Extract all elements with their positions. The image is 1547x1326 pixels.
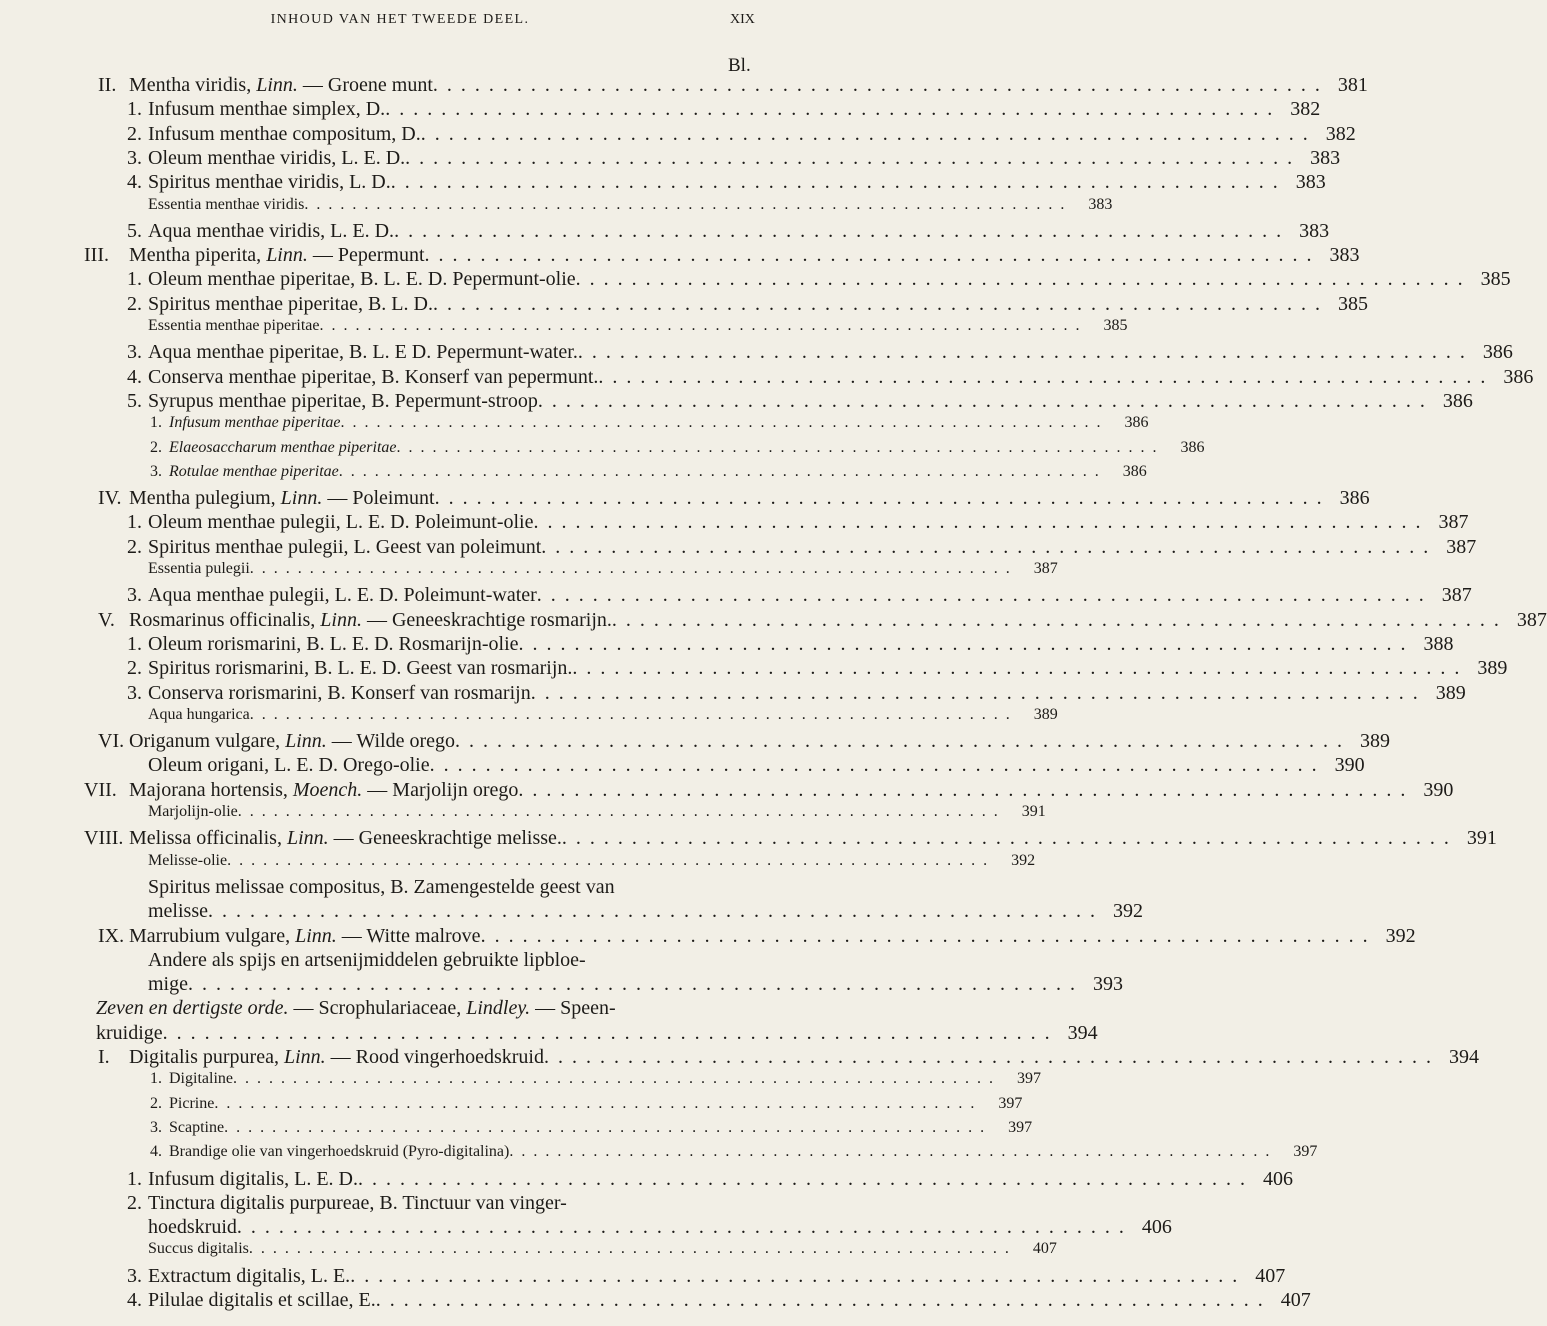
toc-entry-page: 389 — [1360, 730, 1391, 753]
toc-entry-title: Melissa officinalis, Linn. — Geneeskrachtige melisse. — [129, 827, 562, 850]
toc-entry-number: 1. — [127, 511, 142, 534]
leader-dots — [397, 439, 1159, 457]
header-page-number: XIX — [730, 12, 755, 27]
toc-entry — [84, 778, 1454, 804]
leader-dots — [541, 536, 1430, 559]
toc-entry-page: 397 — [1008, 1118, 1033, 1136]
toc-entry-page: 388 — [1423, 632, 1454, 655]
leader-dots — [224, 1119, 986, 1137]
leader-dots — [598, 366, 1487, 389]
toc-entry-title: Origanum vulgare, Linn. — Wilde orego — [129, 730, 456, 753]
toc-entry-number: 3. — [127, 341, 142, 364]
toc-entry — [127, 219, 1330, 245]
toc-entry — [127, 292, 1368, 318]
toc-entry-title: Oleum menthae piperitae, B. L. E. D. Pepermunt-olie — [148, 268, 576, 291]
toc-entry-page: 383 — [1088, 195, 1113, 213]
leader-dots — [612, 609, 1501, 632]
toc-entry-number: V. — [98, 608, 115, 631]
toc-entry — [127, 1289, 1311, 1314]
header-title: INHOUD VAN HET TWEEDE DEEL. — [270, 12, 530, 27]
toc-entry-number: 2. — [127, 535, 142, 558]
toc-entry-number: IV. — [98, 487, 122, 510]
toc-entry-page: 389 — [1033, 705, 1058, 723]
toc-entry-page: 383 — [1310, 146, 1341, 169]
toc-entry-number: 4. — [150, 1143, 162, 1161]
toc-entry — [148, 973, 1123, 998]
toc-entry — [127, 511, 1469, 536]
toc-entry-number: 2. — [127, 122, 142, 145]
toc-entry-title: Oleum origani, L. E. D. Orego-olie — [148, 754, 430, 777]
leader-dots — [319, 317, 1081, 335]
toc-entry-title: Elaeosaccharum menthae piperitae — [169, 438, 397, 456]
toc-entry-page: 386 — [1339, 487, 1370, 510]
toc-entry — [127, 146, 1341, 172]
toc-entry-title: Aqua menthae pulegii, L. E. D. Poleimunt-water — [148, 584, 537, 607]
leader-dots — [208, 900, 1097, 923]
toc-entry-page: 382 — [1325, 122, 1356, 145]
toc-entry-number: 3. — [150, 462, 162, 480]
toc-entry-number: I. — [98, 1046, 110, 1068]
toc-entry-number: 1. — [127, 268, 142, 291]
toc-entry-title: Aqua menthae piperitae, B. L. E D. Pepermunt-water. — [148, 341, 578, 364]
toc-entry-number: 1. — [127, 1167, 142, 1190]
toc-entry-number: 3. — [150, 1118, 162, 1136]
toc-entry-title: Mentha pulegium, Linn. — Poleimunt — [129, 487, 435, 510]
toc-entry — [127, 341, 1513, 366]
toc-entry-page: 406 — [1141, 1216, 1172, 1239]
toc-entry-page: 392 — [1385, 924, 1416, 947]
toc-entry-title: Rotulae menthae piperitae — [169, 462, 339, 480]
leader-dots — [227, 852, 989, 870]
leader-dots — [358, 1168, 1247, 1191]
toc-entry — [148, 754, 1365, 779]
leader-dots — [341, 414, 1103, 432]
running-header — [0, 10, 800, 36]
toc-entry — [127, 657, 1508, 682]
toc-entry-page: 390 — [1334, 754, 1365, 777]
leader-dots — [249, 1240, 1011, 1258]
toc-entry-number: 5. — [127, 389, 142, 412]
toc-entry-title: Spiritus menthae viridis, L. D. — [148, 171, 391, 194]
toc-entry-page: 382 — [1290, 98, 1321, 121]
toc-entry — [98, 608, 1547, 634]
toc-entry-title: Conserva rorismarini, B. Konserf van rosmarijn — [148, 681, 531, 704]
toc-entry-page: 386 — [1482, 341, 1513, 364]
toc-entry — [127, 98, 1321, 123]
toc-entry — [98, 730, 1391, 755]
toc-entry-page: 381 — [1337, 74, 1368, 96]
toc-entry-number: 2. — [127, 292, 142, 315]
leader-dots — [425, 244, 1314, 267]
toc-entry — [98, 74, 1368, 99]
toc-entry — [127, 389, 1473, 415]
leader-dots — [430, 754, 1319, 777]
toc-entry-page: 386 — [1122, 462, 1147, 480]
toc-entry-number: 2. — [127, 657, 142, 680]
toc-entry-page: 391 — [1021, 803, 1046, 820]
toc-entry-title: Extractum digitalis, L. E. — [148, 1264, 351, 1287]
leader-dots — [562, 827, 1451, 850]
toc-entry-title: Aqua hungarica — [148, 705, 250, 723]
column-label-bladzijde: Bl. — [728, 55, 751, 76]
toc-entry-title: Pilulae digitalis et scillae, E. — [148, 1289, 376, 1311]
toc-entry-title: Infusum digitalis, L. E. D. — [148, 1167, 358, 1190]
toc-entry-number: 3. — [127, 584, 142, 607]
toc-entry-page: 392 — [1113, 900, 1143, 923]
toc-entry-number: 3. — [127, 146, 142, 169]
toc-entry — [150, 1118, 1033, 1144]
toc-entry-title: Digitaline — [169, 1070, 233, 1088]
toc-entry-page: 392 — [1011, 851, 1036, 869]
toc-entry-title: Essentia menthae viridis — [148, 195, 305, 213]
toc-entry — [150, 1143, 1318, 1168]
toc-entry — [127, 1192, 760, 1217]
toc-entry-title: Majorana hortensis, Moench. — Marjolijn orego — [129, 778, 519, 801]
toc-entry — [150, 414, 1149, 439]
toc-entry-page: 387 — [1441, 584, 1472, 607]
leader-dots — [435, 487, 1324, 510]
toc-entry-number: 1. — [127, 632, 142, 655]
leader-dots — [538, 390, 1427, 413]
leader-dots — [391, 171, 1280, 194]
toc-entry-page: 393 — [1093, 973, 1123, 996]
toc-entry — [148, 900, 1143, 925]
toc-entry-number: 1. — [150, 414, 162, 432]
toc-entry-page: 394 — [1067, 1021, 1098, 1044]
leader-dots — [237, 1216, 1126, 1239]
toc-entry — [150, 438, 1205, 464]
toc-entry-title: Essentia menthae piperitae — [148, 317, 320, 334]
toc-entry-title: Aqua menthae viridis, L. E. D. — [148, 219, 395, 242]
toc-entry-page: 386 — [1180, 438, 1205, 456]
leader-dots — [163, 1022, 1052, 1045]
toc-entry-title: Digitalis purpurea, Linn. — Rood vingerhoedskruid — [129, 1046, 544, 1068]
toc-entry-title: Oleum rorismarini, B. L. E. D. Rosmarijn-olie — [148, 632, 519, 655]
toc-entry — [98, 1046, 1479, 1071]
leader-dots — [250, 560, 1012, 578]
toc-entry-title: Infusum menthae compositum, D. — [148, 122, 421, 145]
leader-dots — [233, 1070, 995, 1088]
toc-entry — [127, 171, 1326, 196]
toc-entry — [127, 268, 1511, 293]
toc-entry-title: Oleum menthae viridis, L. E. D. — [148, 146, 406, 169]
toc-entry-page: 386 — [1503, 365, 1534, 388]
toc-entry-page: 385 — [1480, 268, 1511, 291]
toc-entry-page: 407 — [1280, 1289, 1311, 1311]
toc-entry-title: Scaptine — [169, 1118, 225, 1136]
toc-entry — [96, 1021, 1098, 1047]
toc-entry-title: Brandige olie van vingerhoedskruid (Pyro-digitalina) — [169, 1143, 510, 1161]
toc-entry — [98, 924, 1416, 950]
toc-entry-number: 2. — [127, 1191, 142, 1214]
toc-entry-number: 4. — [127, 171, 142, 194]
toc-entry — [127, 365, 1534, 391]
toc-entry — [127, 1167, 1293, 1193]
leader-dots — [350, 1265, 1239, 1288]
leader-dots — [339, 463, 1101, 481]
toc-entry-title: Syrupus menthae piperitae, B. Pepermunt-stroop — [148, 389, 538, 412]
toc-entry-page: 387 — [1516, 608, 1547, 631]
toc-entry-title: hoedskruid — [148, 1216, 237, 1239]
toc-entry-number: 1. — [150, 1070, 162, 1088]
toc-entry-page: 387 — [1446, 535, 1477, 558]
toc-entry — [127, 122, 1356, 148]
toc-entry-number: 3. — [127, 681, 142, 704]
leader-dots — [576, 268, 1465, 291]
toc-entry — [148, 560, 1058, 585]
leader-dots — [533, 511, 1422, 534]
toc-entry — [148, 1216, 1172, 1241]
toc-entry-number: 1. — [127, 98, 142, 121]
toc-entry-page: 385 — [1103, 317, 1128, 334]
toc-entry-page: 394 — [1448, 1046, 1479, 1068]
toc-entry-title: Mentha viridis, Linn. — Groene munt — [129, 74, 433, 96]
toc-entry-number: 2. — [150, 1094, 162, 1112]
leader-dots — [421, 123, 1310, 146]
toc-entry-title: Tinctura digitalis purpureae, B. Tinctuur van vinger- — [148, 1191, 567, 1214]
toc-entry-number: VI. — [98, 730, 125, 753]
toc-entry — [148, 851, 1036, 877]
toc-entry-title: Zeven en dertigste orde. — Scrophulariaceae, Lindley. — Speen- — [96, 997, 616, 1020]
toc-entry-page: 407 — [1032, 1240, 1057, 1258]
toc-entry-page: 397 — [1016, 1070, 1041, 1088]
toc-entry-title: Melisse-olie — [148, 851, 228, 869]
toc-entry — [84, 244, 1360, 269]
leader-dots — [578, 341, 1467, 364]
toc-entry — [127, 681, 1466, 707]
leader-dots — [238, 803, 1000, 821]
leader-dots — [385, 98, 1274, 121]
toc-entry-page: 390 — [1423, 778, 1454, 801]
leader-dots — [188, 973, 1077, 996]
toc-entry-page: 387 — [1438, 511, 1469, 534]
toc-entry-number: 3. — [127, 1264, 142, 1287]
toc-entry-page: 387 — [1033, 560, 1058, 577]
toc-entry-number: 4. — [127, 1289, 142, 1311]
toc-entry-title: Spiritus rorismarini, B. L. E. D. Geest van rosmarijn. — [148, 657, 573, 680]
toc-entry-page: 385 — [1337, 292, 1368, 315]
toc-entry-title: Spiritus menthae pulegii, L. Geest van poleimunt — [148, 535, 542, 558]
toc-entry — [150, 1070, 1041, 1095]
toc-entry-number: 2. — [150, 438, 162, 456]
toc-entry-number: VII. — [84, 778, 117, 801]
toc-entry-title: Spiritus menthae piperitae, B. L. D. — [148, 292, 433, 315]
leader-dots — [214, 1095, 976, 1113]
leader-dots — [433, 293, 1322, 316]
leader-dots — [544, 1046, 1433, 1069]
leader-dots — [455, 730, 1344, 753]
toc-entry-page: 407 — [1255, 1264, 1286, 1287]
toc-entry — [127, 632, 1454, 658]
leader-dots — [304, 196, 1066, 214]
toc-entry-number: 4. — [127, 365, 142, 388]
toc-entry-title: Succus digitalis — [148, 1240, 249, 1258]
toc-entry-title: Picrine — [169, 1094, 215, 1112]
leader-dots — [531, 682, 1420, 705]
toc-entry-title: Oleum menthae pulegii, L. E. D. Poleimunt-olie — [148, 511, 534, 534]
toc-entry — [127, 535, 1477, 561]
toc-entry-title: Spiritus melissae compositus, B. Zamengestelde geest van — [148, 875, 615, 898]
toc-entry — [148, 1240, 1057, 1265]
toc-entry-page: 389 — [1477, 657, 1508, 680]
toc-entry-page: 383 — [1295, 171, 1326, 194]
leader-dots — [394, 220, 1283, 243]
toc-entry — [148, 876, 760, 901]
toc-entry-title: Marjolijn-olie — [148, 803, 238, 820]
toc-entry-title: Mentha piperita, Linn. — Pepermunt — [129, 244, 425, 267]
toc-entry — [127, 1264, 1286, 1290]
toc-entry-number: IX. — [98, 924, 125, 947]
toc-entry-number: II. — [98, 74, 117, 96]
toc-entry-page: 397 — [1293, 1143, 1318, 1161]
toc-entry-title: Andere als spijs en artsenijmiddelen gebruikte lipbloe- — [148, 948, 586, 971]
toc-entry — [150, 462, 1147, 488]
leader-dots — [250, 706, 1012, 724]
leader-dots — [572, 657, 1461, 680]
toc-entry-title: Marrubium vulgare, Linn. — Witte malrove — [129, 924, 481, 947]
toc-entry-title: Infusum menthae simplex, D. — [148, 98, 386, 121]
leader-dots — [376, 1289, 1265, 1312]
toc-entry — [148, 195, 1113, 221]
toc-entry-number: III. — [84, 244, 109, 267]
toc-entry-title: Conserva menthae piperitae, B. Konserf van pepermunt. — [148, 365, 599, 388]
leader-dots — [405, 147, 1294, 170]
toc-entry-title: Essentia pulegii — [148, 560, 250, 577]
toc-entry — [96, 997, 760, 1022]
toc-entry-number: 5. — [127, 219, 142, 242]
toc-entry-page: 391 — [1466, 827, 1497, 850]
toc-entry-page: 389 — [1435, 681, 1466, 704]
toc-entry — [148, 705, 1058, 731]
toc-entry — [148, 317, 1128, 342]
toc-entry-title: mige — [148, 973, 188, 996]
leader-dots — [519, 633, 1408, 656]
leader-dots — [537, 584, 1426, 607]
leader-dots — [433, 74, 1322, 97]
leader-dots — [509, 1143, 1271, 1161]
toc-entry — [98, 487, 1370, 512]
toc-entry — [148, 803, 1046, 828]
toc-entry-title: kruidige — [96, 1021, 163, 1044]
toc-entry-number: VIII. — [84, 827, 124, 850]
toc-entry-page: 406 — [1262, 1167, 1293, 1190]
toc-entry — [148, 949, 760, 974]
toc-entry-page: 397 — [998, 1094, 1023, 1112]
toc-entry — [150, 1094, 1023, 1120]
toc-entry-page: 386 — [1124, 414, 1149, 432]
toc-entry-title: Rosmarinus officinalis, Linn. — Geneeskrachtige rosmarijn. — [129, 608, 612, 631]
toc-entry — [84, 827, 1497, 852]
toc-entry — [127, 584, 1472, 609]
toc-entry-page: 386 — [1442, 389, 1473, 412]
toc-entry-title: melisse — [148, 900, 208, 923]
toc-entry-page: 383 — [1299, 219, 1330, 242]
toc-entry-page: 383 — [1329, 244, 1360, 267]
leader-dots — [518, 779, 1407, 802]
leader-dots — [481, 925, 1370, 948]
toc-entry-title: Infusum menthae piperitae — [169, 414, 341, 432]
